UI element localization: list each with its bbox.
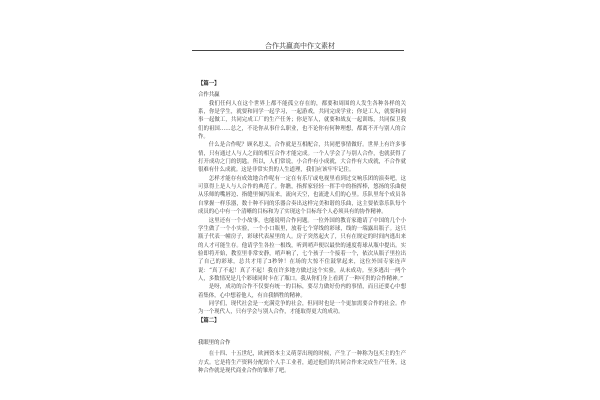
document-body (198, 80, 406, 375)
header-divider (192, 50, 404, 51)
article-1-paragraph: 同学们，现代社会是一充满竞争的社会，但同时也是一个更加需要合作的社会。作为一个现代人，只有学会与别人合作，才能取得更大的成功。 (198, 300, 406, 316)
article-1-paragraph: 什么是合作呢？顾名思义，合作就是互相配合，共同把事情做好。世界上有许多事情，只有通过人与人之间的相互合作才能完成。一个人学会了与别人合作，也就获得了打开成功之门的钥匙。所以，人们常说，小合作有小成就，大合作有大成就，不合作就很难有什么成就。这是非常实贵的人生道理，我们应该牢牢记住。 (198, 142, 406, 174)
article-2-title: 我眼里的合作 (198, 339, 231, 346)
article-1-paragraph: 这里还有一个小故事，也能说明合作问题。一位外国的教育家邀请了中国的几个小学生做了一个小实验，一个小口瓶里，放着七个穿线的彩球，线的一端露出瓶子。这只瓶子代表一幢房子，彩球代表屋里的人。房子突然起火了，只有在规定的时间内逃出来的人才可能生存。他请学生各拉一根线，听到哨声便以最快的速度将球从瓶中提出。实验即将开始，教室里非常安静，哨声响了，七个孩子一个接着一个，依次从瓶子里拉出了自己的彩球，总共才用了3秒钟！在场的大惊不住鼓掌起来，这位外国专家连声说：“真了不起！真了不起！我在许多地方做过这个实验，从未成功。至多逃出一两个人，多数情况是几个彩球同时卡在了瓶口。我从你们身上看到了一种可贵的合作精神。” (198, 217, 406, 282)
article-1-paragraph: 怎样才能存有成效地合作呢有一定在有乐厅或电视里看到过交响乐团的演奏吧，这可算得上是人与人合作的典范了。你瞧，指挥家轻轻一挥手中的指挥棒，悠扬的乐曲便从乐师的嘴唇边、指缝里倾泻而来，流向天空，也流进人们的心里。乐队里每个成员各自掌握一样乐器，数十种不同的乐器合奏出这样完美和谐的乐曲，这主要依靠乐队每个成员的心中有一个清晰的目标和为了实现这个目标每个人必须具有的协作精神。 (198, 175, 406, 216)
article-2-tag: 【篇二】 (198, 317, 220, 324)
article-1-tag: 【篇一】 (198, 81, 220, 87)
article-2-paragraph: 在十四、十五世纪，欧洲资本主义萌芽出现的时候，产生了一种称为包买主的生产方式。它是将生产资料分配给个人手工业者，通过他们的共同合作来完成生产任务，这种合作就是现代商业合作的雏形了吧。 (198, 351, 406, 374)
page-header-title: 合作共赢高中作文素材 (265, 42, 335, 50)
article-1-title: 合作共赢 (198, 92, 220, 99)
article-1-paragraph: 是呀，成功的合作不仅要有统一的目标，要尽力做好份内的事情，而且还要心中想着集体，心中想着他人，有自我牺牲的精神。 (198, 284, 406, 299)
article-1-paragraph: 我们任何人在这个世界上都不能孤立存在的，都要和周围的人发生各种各样的关系，你是学生，就要和同学一起学习，一起游戏，共同完成学业；你是工人，就要和同事一起做工，共同完成工厂的生产任务；你是军人，就要和战友一起训练，共同保卫我们的祖国……总之，不论你从事什么职业，也不论你有何种理想，都离不开与别人的合作。 (198, 100, 406, 141)
